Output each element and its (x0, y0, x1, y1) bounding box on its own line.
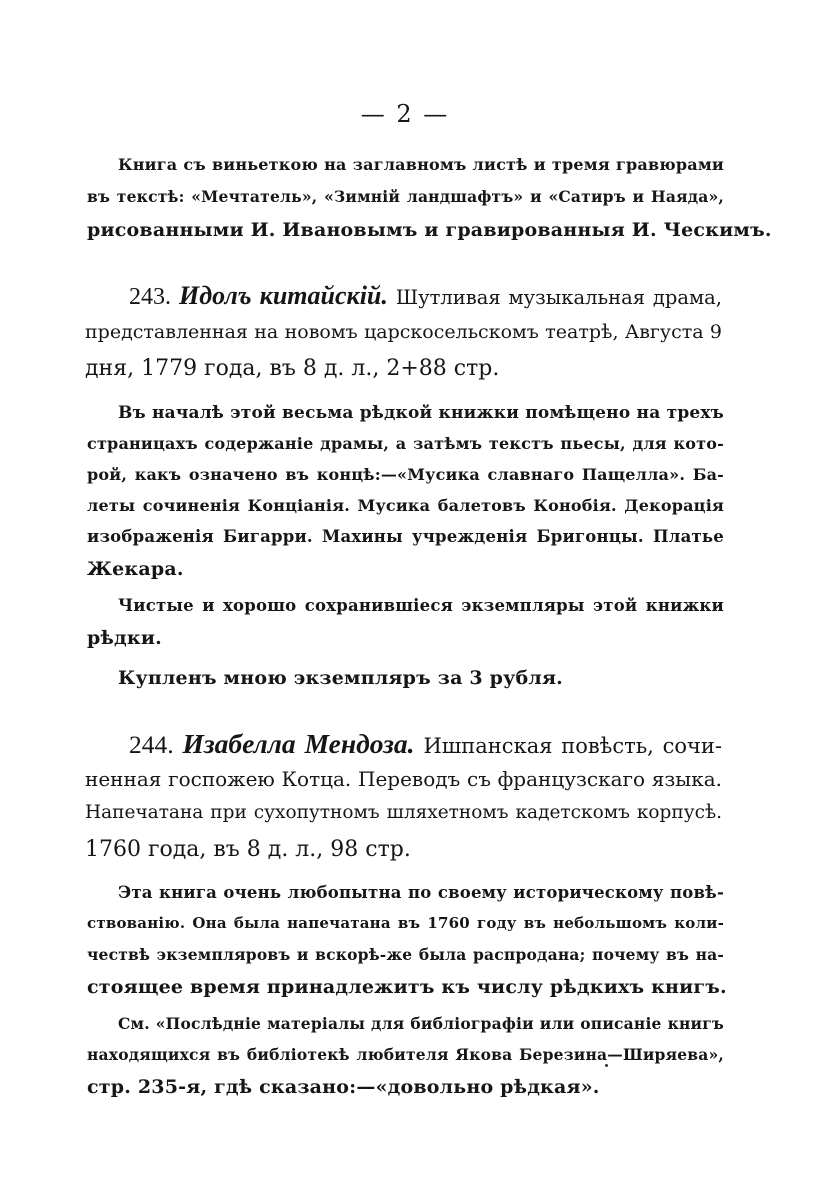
text-line: стр. 235-я, гдѣ сказано:—«довольно рѣдкая». (87, 1076, 600, 1098)
text-line: дня, 1779 года, въ 8 д. л., 2+88 стр. (85, 356, 500, 381)
entry-244-heading-line (129, 730, 722, 758)
text-line: Напечатана при сухопутномъ шляхетномъ кадетскомъ корпусѣ. (85, 802, 722, 823)
text-line: страницахъ содержаніе драмы, а затѣмъ текстъ пьесы, для кото- (87, 434, 724, 453)
text-line: находящихся въ библіотекѣ любителя Якова Березина—Ширяева», (87, 1045, 724, 1064)
entry-title: Изабелла Мендоза. (182, 728, 415, 759)
text-line: рѣдки. (87, 627, 162, 649)
text-line: Книга съ виньеткою на заглавномъ листѣ и тремя гравюрами (118, 155, 724, 174)
text-line: ствованію. Она была напечатана въ 1760 году въ небольшомъ коли- (87, 914, 724, 932)
text-line: Эта книга очень любопытна по своему историческому повѣ- (118, 883, 724, 902)
text-line: рой, какъ означено въ концѣ:—«Мусика славнаго Пащелла». Ба- (87, 465, 724, 484)
text-line: Жекара. (87, 558, 184, 580)
text-line: стоящее время принадлежитъ къ числу рѣдкихъ книгъ. (87, 976, 727, 998)
entry-number: 243. (129, 284, 171, 310)
text-line: Чистые и хорошо сохранившіеся экземпляры этой книжки (118, 596, 724, 615)
entry-text: Ишпанская повѣсть, сочи- (423, 734, 722, 758)
text-line: Купленъ мною экземпляръ за 3 рубля. (118, 667, 563, 689)
text-line: См. «Послѣдніе матеріалы для библіографіи или описаніе книгъ (118, 1014, 724, 1033)
text-line: представленная на новомъ царскосельскомъ театрѣ, Августа 9 (85, 321, 722, 343)
page-number: — 2 — (360, 100, 450, 128)
text-line: Въ началѣ этой весьма рѣдкой книжки помѣщено на трехъ (118, 403, 724, 423)
text-line: 1760 года, въ 8 д. л., 98 стр. (85, 837, 411, 862)
text-line: въ текстѣ: «Мечтатель», «Зимній ландшафтъ» и «Сатиръ и Наяда», (87, 187, 724, 206)
text-line: рисованными И. Ивановымъ и гравированныя И. Ческимъ. (87, 219, 772, 241)
text-line: ненная госпожею Котца. Переводъ съ французскаго языка. (85, 767, 722, 791)
entry-243-heading-line (129, 283, 722, 309)
text-line: изображенія Бигарри. Махины учрежденія Бригонцы. Платье (87, 527, 724, 546)
text-line: леты сочиненія Конціанія. Мусика балетовъ Конобія. Декорація (87, 496, 724, 515)
ink-speck (605, 1064, 608, 1067)
entry-text: Шутливая музыкальная драма, (395, 286, 722, 309)
text-line: чествѣ экземпляровъ и вскорѣ-же была распродана; почему въ на- (87, 945, 724, 964)
entry-number: 244. (129, 730, 174, 759)
entry-title: Идолъ китайскій. (179, 281, 388, 310)
